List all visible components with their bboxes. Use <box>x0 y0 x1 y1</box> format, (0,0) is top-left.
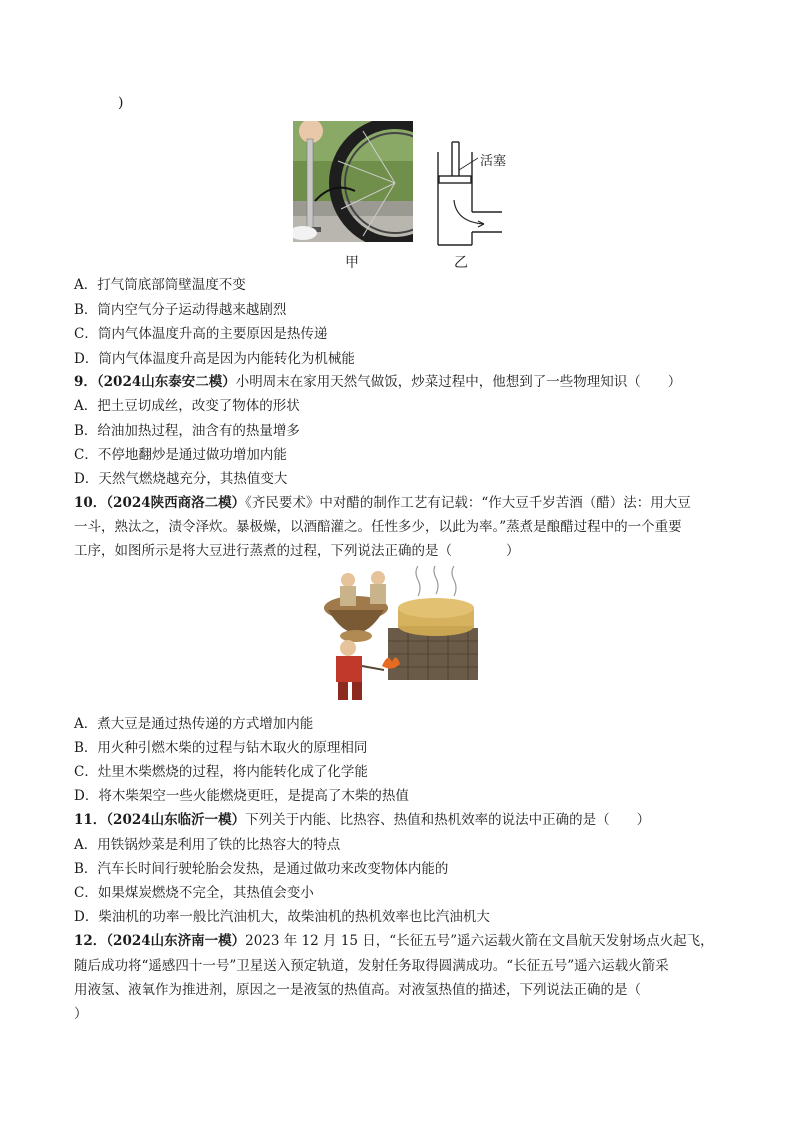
figure-pump-photo <box>293 121 413 242</box>
q8-option-a: A．打气筒底部筒壁温度不变 <box>74 277 246 293</box>
q11-number: 11． <box>74 812 107 828</box>
q10-option-b: B．用火种引燃木柴的过程与钻木取火的原理相同 <box>74 740 368 756</box>
q10-stem-text-1: 《齐民要术》中对醋的制作工艺有记载：“作大豆千岁苦酒（醋）法：用大豆 <box>245 495 691 511</box>
q12-stem-text-1: 2023 年 12 月 15 日，“长征五号”遥六运载火箭在文昌航天发射场点火起飞， <box>245 933 714 949</box>
q10-stem-line1 <box>74 493 691 513</box>
q11-stem <box>74 810 650 830</box>
q10-number: 10． <box>74 495 107 511</box>
prev-question-closing-paren: ) <box>118 95 124 111</box>
piston-label: 活塞 <box>480 154 507 169</box>
q9-stem-text: 小明周末在家用天然气做饭，炒菜过程中，他想到了一些物理知识（ ） <box>235 374 682 390</box>
q11-option-a: A．用铁锅炒菜是利用了铁的比热容大的特点 <box>74 837 341 853</box>
q9-number: 9． <box>74 374 97 390</box>
figure-label-jia: 甲 <box>345 255 359 271</box>
q11-source: （2024山东临沂一模） <box>106 812 246 828</box>
q11-stem-text: 下列关于内能、比热容、热值和热机效率的说法中正确的是（ ） <box>245 812 651 828</box>
q9-option-c: C．不停地翻炒是通过做功增加内能 <box>74 447 287 463</box>
q12-stem-line4: ） <box>74 1006 88 1022</box>
q12-stem-line1 <box>74 931 714 951</box>
figure-label-yi: 乙 <box>454 255 468 271</box>
q9-option-d: D．天然气燃烧越充分，其热值变大 <box>74 471 288 487</box>
q9-option-b: B．给油加热过程，油含有的热量增多 <box>74 423 300 439</box>
q8-option-d: D．筒内气体温度升高是因为内能转化为机械能 <box>74 351 355 367</box>
q11-option-c: C．如果煤炭燃烧不完全，其热值会变小 <box>74 885 314 901</box>
q9-source: （2024山东泰安二模） <box>96 374 236 390</box>
q10-option-c: C．灶里木柴燃烧的过程，将内能转化成了化学能 <box>74 764 368 780</box>
q12-stem-line3: 用液氢、液氧作为推进剂，原因之一是液氢的热值高。对液氢热值的描述，下列说法正确的是（ <box>74 982 641 998</box>
figure-steaming-soybeans <box>318 566 483 704</box>
q10-source: （2024陕西商洛二模） <box>106 495 246 511</box>
q10-stem-line3: 工序，如图所示是将大豆进行蒸煮的过程，下列说法正确的是（ ） <box>74 543 520 559</box>
q12-number: 12． <box>74 933 107 949</box>
q10-stem-line2: 一斗，熟汰之，渍令泽炊。暴极燥，以酒醅灌之。任性多少，以此为率。”蒸煮是酿醋过程中的一个重要 <box>74 519 682 535</box>
q8-option-c: C．筒内气体温度升高的主要原因是热传递 <box>74 326 328 342</box>
q9-option-a: A．把土豆切成丝，改变了物体的形状 <box>74 398 300 414</box>
q12-source: （2024山东济南一模） <box>106 933 246 949</box>
q9-stem <box>74 372 681 392</box>
q12-stem-line2: 随后成功将“遥感四十一号”卫星送入预定轨道，发射任务取得圆满成功。“长征五号”遥六运载火箭采 <box>74 958 669 974</box>
q11-option-b: B．汽车长时间行驶轮胎会发热，是通过做功来改变物体内能的 <box>74 861 449 877</box>
q10-option-d: D．将木柴架空一些火能燃烧更旺，是提高了木柴的热值 <box>74 788 409 804</box>
q8-option-b: B．筒内空气分子运动得越来越剧烈 <box>74 302 287 318</box>
q11-option-d: D．柴油机的功率一般比汽油机大，故柴油机的热机效率也比汽油机大 <box>74 909 490 925</box>
q10-option-a: A．煮大豆是通过热传递的方式增加内能 <box>74 716 314 732</box>
